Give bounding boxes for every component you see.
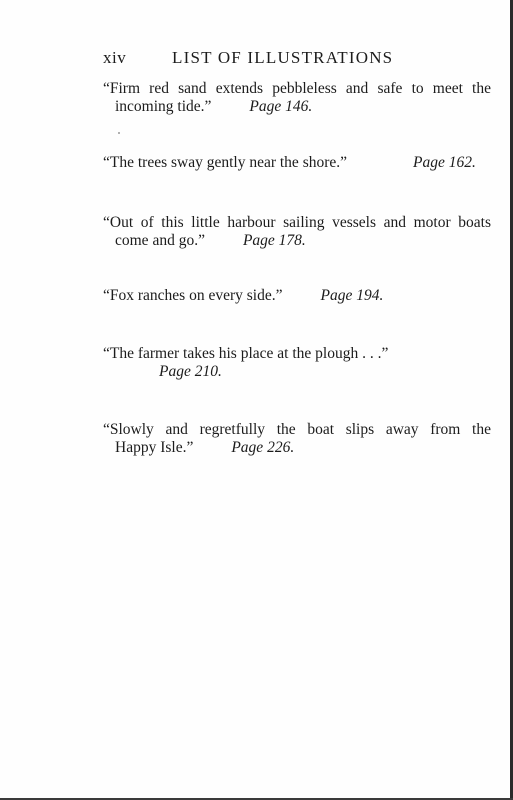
page-folio: xiv (103, 48, 127, 67)
paper-speck (118, 132, 120, 134)
caption-line: Happy Isle.” (115, 439, 194, 456)
page-reference: Page 146. (249, 98, 313, 115)
caption-line: “The trees sway gently near the shore.” (103, 154, 348, 171)
illustration-entry (103, 80, 491, 116)
caption-line: “Slowly and regretfully the boat slips away from the (103, 421, 491, 438)
caption-continuation (103, 363, 491, 381)
illustration-entry (103, 421, 491, 457)
caption-row (103, 154, 491, 172)
page-reference: Page 178. (242, 232, 306, 249)
caption-line: “The farmer takes his place at the plough . . .” (103, 345, 389, 362)
page-header (103, 48, 491, 72)
caption-row (103, 287, 491, 305)
illustration-entry (103, 345, 491, 381)
caption-line: “Fox ranches on every side.” (103, 287, 283, 304)
caption-line: “Firm red sand extends pebbleless and safe to meet the (103, 80, 491, 97)
caption-continuation (103, 439, 491, 457)
illustration-entry (103, 214, 491, 250)
caption-line: incoming tide.” (115, 98, 212, 115)
illustration-entry (103, 154, 491, 172)
page-reference: Page 162. (413, 154, 476, 171)
page-reference: Page 194. (320, 287, 384, 304)
caption-line: come and go.” (115, 232, 205, 249)
caption-line: “Out of this little harbour sailing vessels and motor boats (103, 214, 491, 231)
caption-continuation (103, 232, 491, 250)
page-reference: Page 210. (159, 363, 222, 380)
caption-continuation (103, 98, 491, 116)
illustration-entry (103, 287, 491, 305)
running-title: LIST OF ILLUSTRATIONS (172, 48, 394, 67)
page-reference: Page 226. (231, 439, 295, 456)
